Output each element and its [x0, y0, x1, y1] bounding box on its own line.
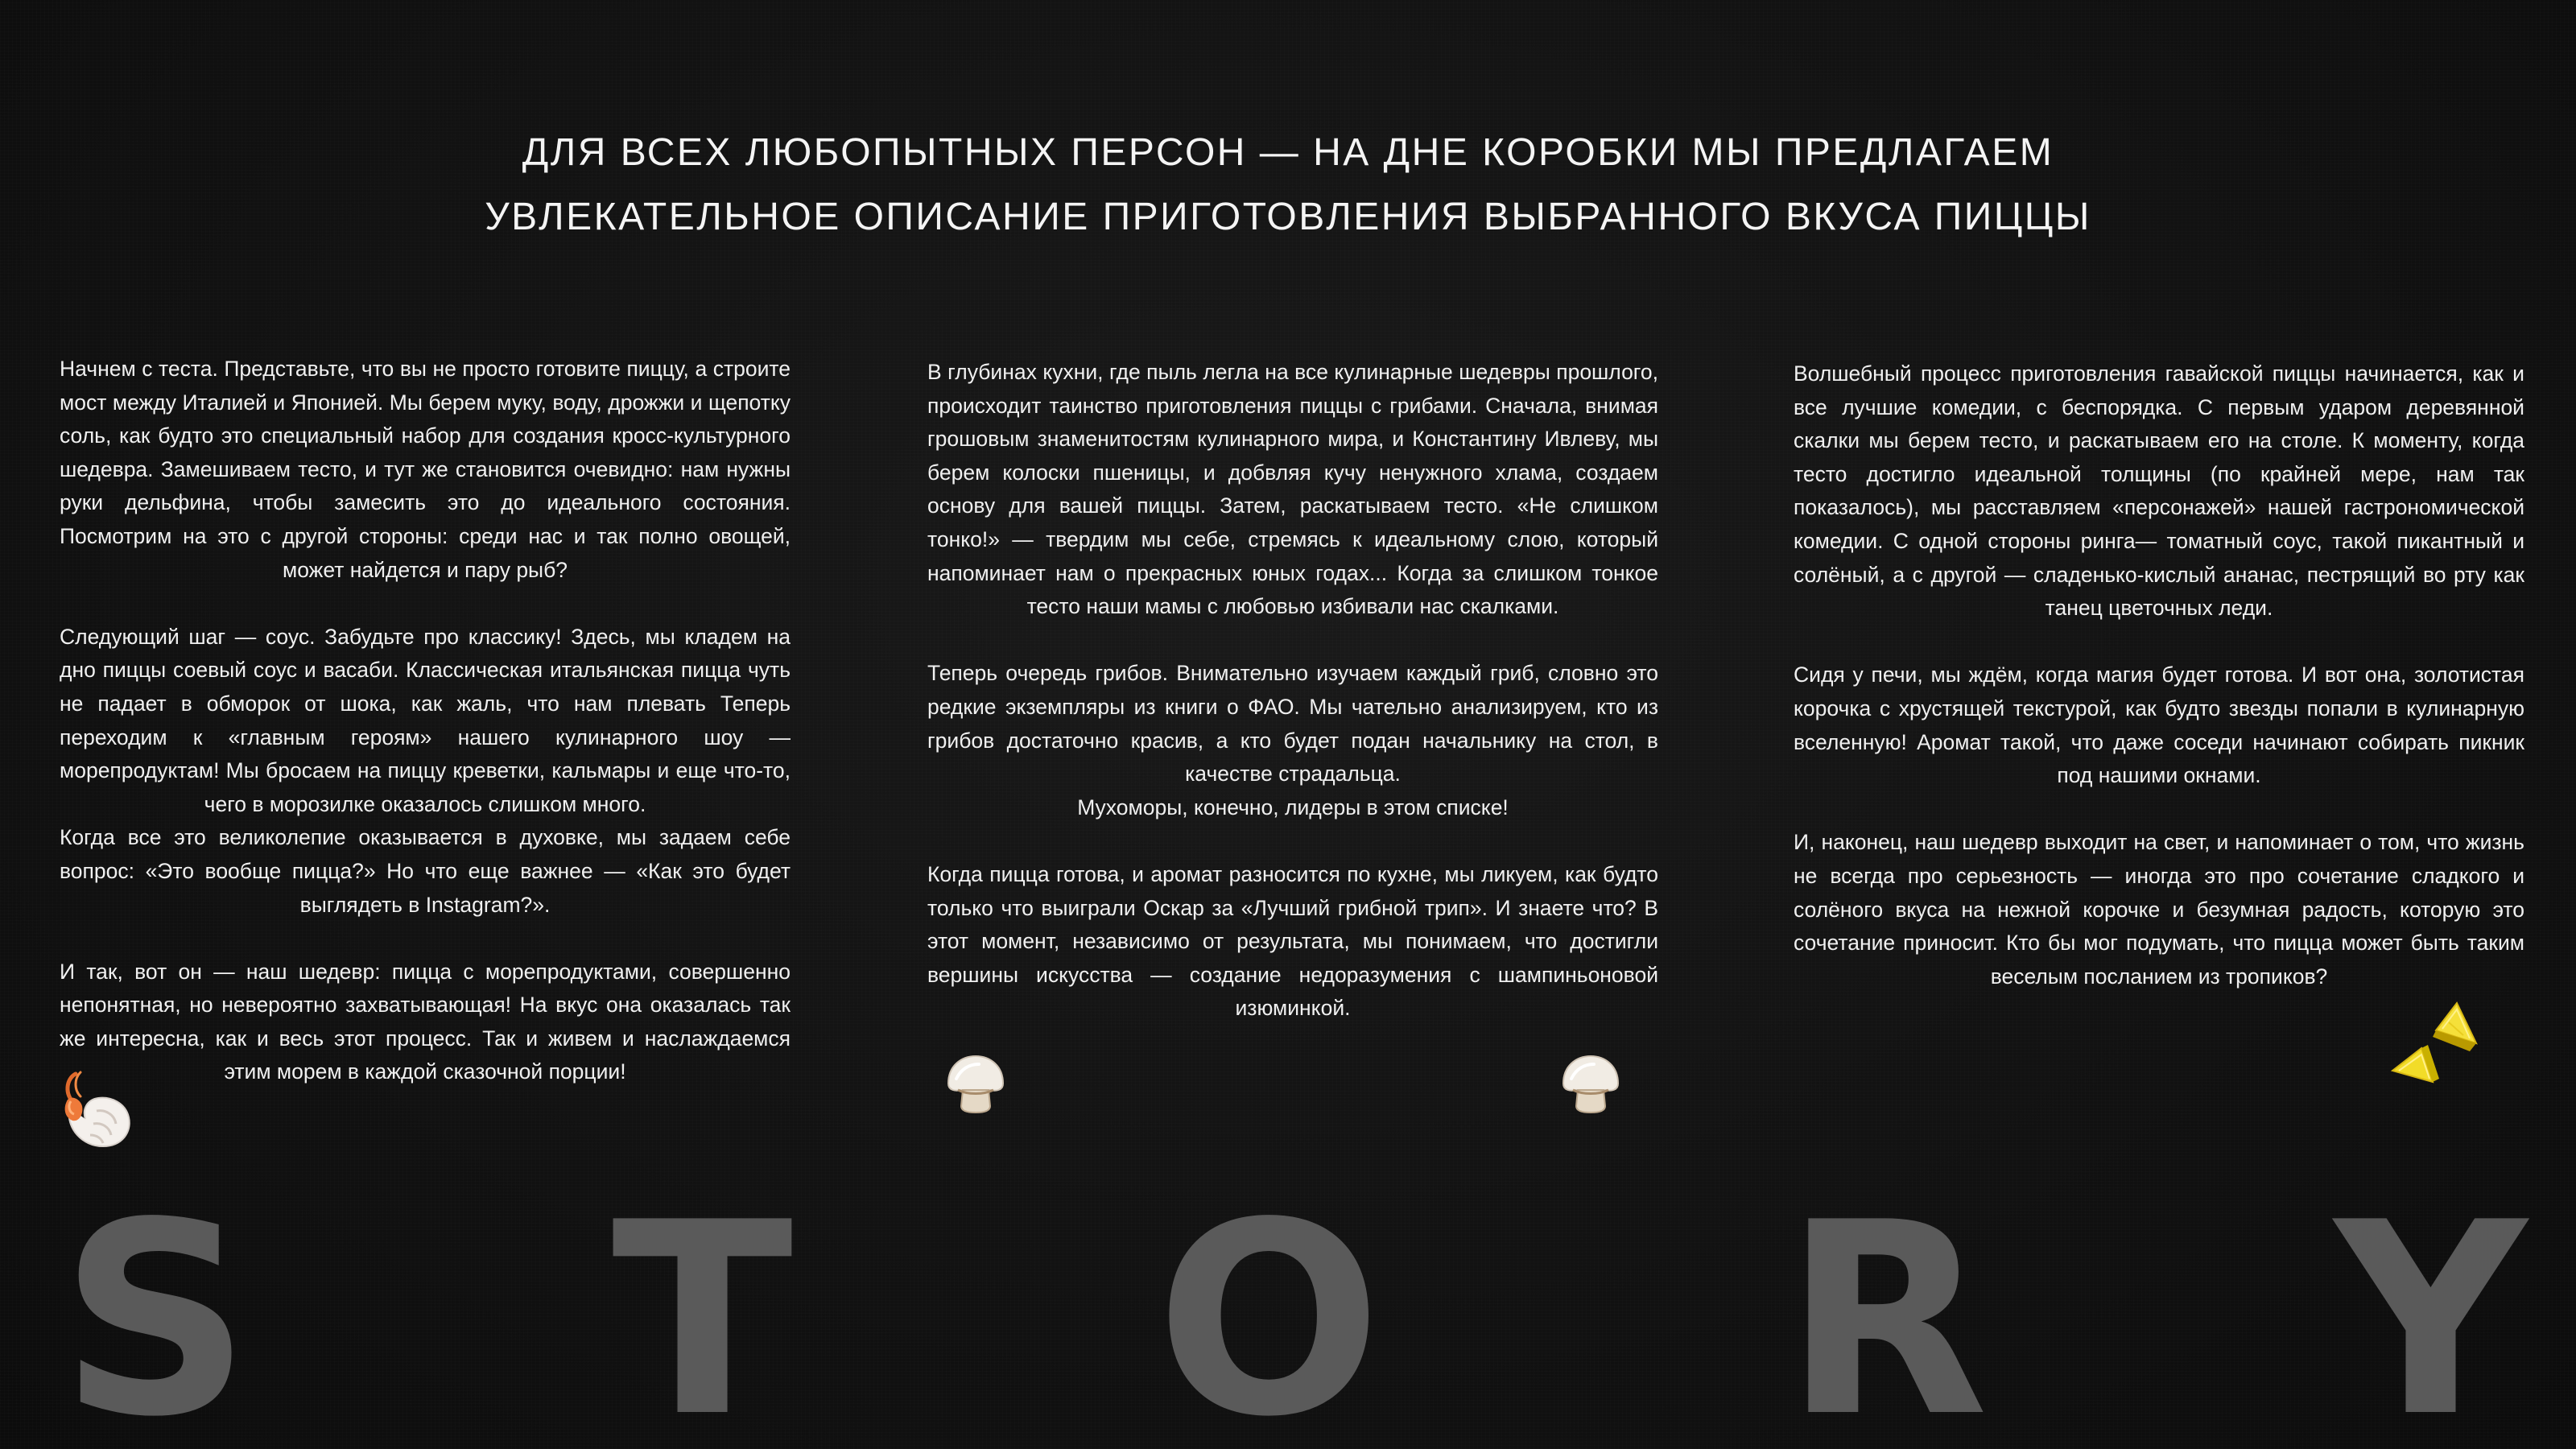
hawaiian-story-column — [1794, 357, 2524, 1027]
story-paragraph: Мухоморы, конечно, лидеры в этом списке! — [1077, 795, 1509, 819]
mushroom-icon — [943, 1053, 1008, 1114]
story-paragraph: И так, вот он — наш шедевр: пицца с морепродуктами, совершенно непонятная, но невероятно захватывающая! На вкус она оказалась так же интересна, как и весь этот процесс. Так и живем и наслаждаемся этим морем в каждой сказочной порции! — [60, 959, 791, 1084]
mushroom-story-column — [927, 356, 1658, 1059]
story-letter: S — [60, 1166, 251, 1449]
pineapple-icon — [2386, 998, 2479, 1098]
story-paragraph: Теперь очередь грибов. Внимательно изучаем каждый гриб, словно это редкие экземпляры из книги о ФАО. Мы чательно анализируем, кто из грибов достаточно красив, а кто будет подан начальнику на стол, в качестве страдальца. — [927, 661, 1658, 786]
seafood-story-column — [60, 353, 791, 1123]
story-paragraph: Сидя у печи, мы ждём, когда магия будет готова. И вот она, золотистая корочка с хрустящей текстурой, как будто звезды попали в кулинарную вселенную! Аромат такой, что даже соседи начинают собирать пикник под нашими окнами. — [1794, 663, 2524, 788]
story-paragraph: В глубинах кухни, где пыль легла на все кулинарные шедевры прошлого, происходит таинство приготовления пиццы с грибами. Сначала, внимая грошовым знаменитостям кулинарного мира, и Константину Ивлеву, мы берем колоски пшеницы, и добвляя кучу ненужного хлама, создаем основу для вашей пиццы. Затем, раскатываем тесто. «Не слишком тонко!» — твердим мы себе, стремясь к идеальному слою, который напоминает нам о прекрасных юных годах... Когда за слишком тонкое тесто наши мамы с любовью избивали нас скалками. — [927, 360, 1658, 619]
story-letter: T — [612, 1166, 794, 1449]
story-letter: R — [1784, 1166, 1989, 1449]
story-letter: Y — [2334, 1166, 2527, 1449]
story-paragraph: Когда все это великолепие оказывается в духовке, мы задаем себе вопрос: «Это вообще пицца?» Но что еще важнее — «Как это будет выглядеть в Instagram?». — [60, 825, 791, 917]
story-paragraph: И, наконец, наш шедевр выходит на свет, и напоминает о том, что жизнь не всегда про серьезность — иногда это про сочетание сладкого и солёного вкуса на нежной корочке и безумная радость, которую это сочетание приносит. Кто бы мог подумать, что пицца может быть таким веселым посланием из тропиков? — [1794, 830, 2524, 989]
story-paragraph: Начнем с теста. Представьте, что вы не просто готовите пиццу, а строите мост между Италией и Японией. Мы берем муку, воду, дрожжи и щепотку соль, как будто это специальный набор для создания кросс-культурного шедевра. Замешиваем тесто, и тут же становится очевидно: нам нужны руки дельфина, чтобы замесить это до идеального состояния. Посмотрим на это с другой стороны: среди нас и так полно овощей, может найдется и пару рыб? — [60, 357, 791, 582]
story-paragraph: Волшебный процесс приготовления гавайской пиццы начинается, как и все лучшие комедии, с беспорядка. С первым ударом деревянной скалки мы берем тесто, и раскатываем его на столе. К моменту, когда тесто достигло идеальной толщины (по крайней мере, нам так показалось), мы расставляем «персонажей» нашей гастрономической комедии. С одной стороны ринга— томатный соус, такой пикантный и солёный, а с другой — сладенько-кислый ананас, пестрящий во рту как танец цветочных леди. — [1794, 361, 2524, 621]
story-paragraph: Когда пицца готова, и аромат разносится по кухне, мы ликуем, как будто только что выиграли Оскар за «Лучший грибной трип». И знаете что? В этот момент, независимо от результата, мы понимаем, что достигли вершины искусства — создание недоразумения с шампиньоновой изюминкой. — [927, 861, 1658, 1021]
shrimp-icon — [58, 1067, 135, 1153]
headline-line-1: ДЛЯ ВСЕХ ЛЮБОПЫТНЫХ ПЕРСОН — НА ДНЕ КОРОБКИ МЫ ПРЕДЛАГАЕМ — [522, 131, 2054, 174]
headline-line-2: УВЛЕКАТЕЛЬНОЕ ОПИСАНИЕ ПРИГОТОВЛЕНИЯ ВЫБРАННОГО ВКУСА ПИЦЦЫ — [485, 196, 2091, 238]
story-paragraph: Следующий шаг — соус. Забудьте про классику! Здесь, мы кладем на дно пиццы соевый соус и васаби. Классическая итальянская пицца чуть не падает в обморок от шока, как жаль, что нам плевать Теперь переходим к «главным героям» нашего кулинарного шоу — морепродуктам! Мы бросаем на пиццу креветки, кальмары и еще что-то, чего в морозилке оказалось слишком много. — [60, 624, 791, 816]
story-letter: O — [1156, 1166, 1382, 1449]
headline — [0, 121, 2576, 250]
mushroom-icon — [1558, 1053, 1623, 1114]
